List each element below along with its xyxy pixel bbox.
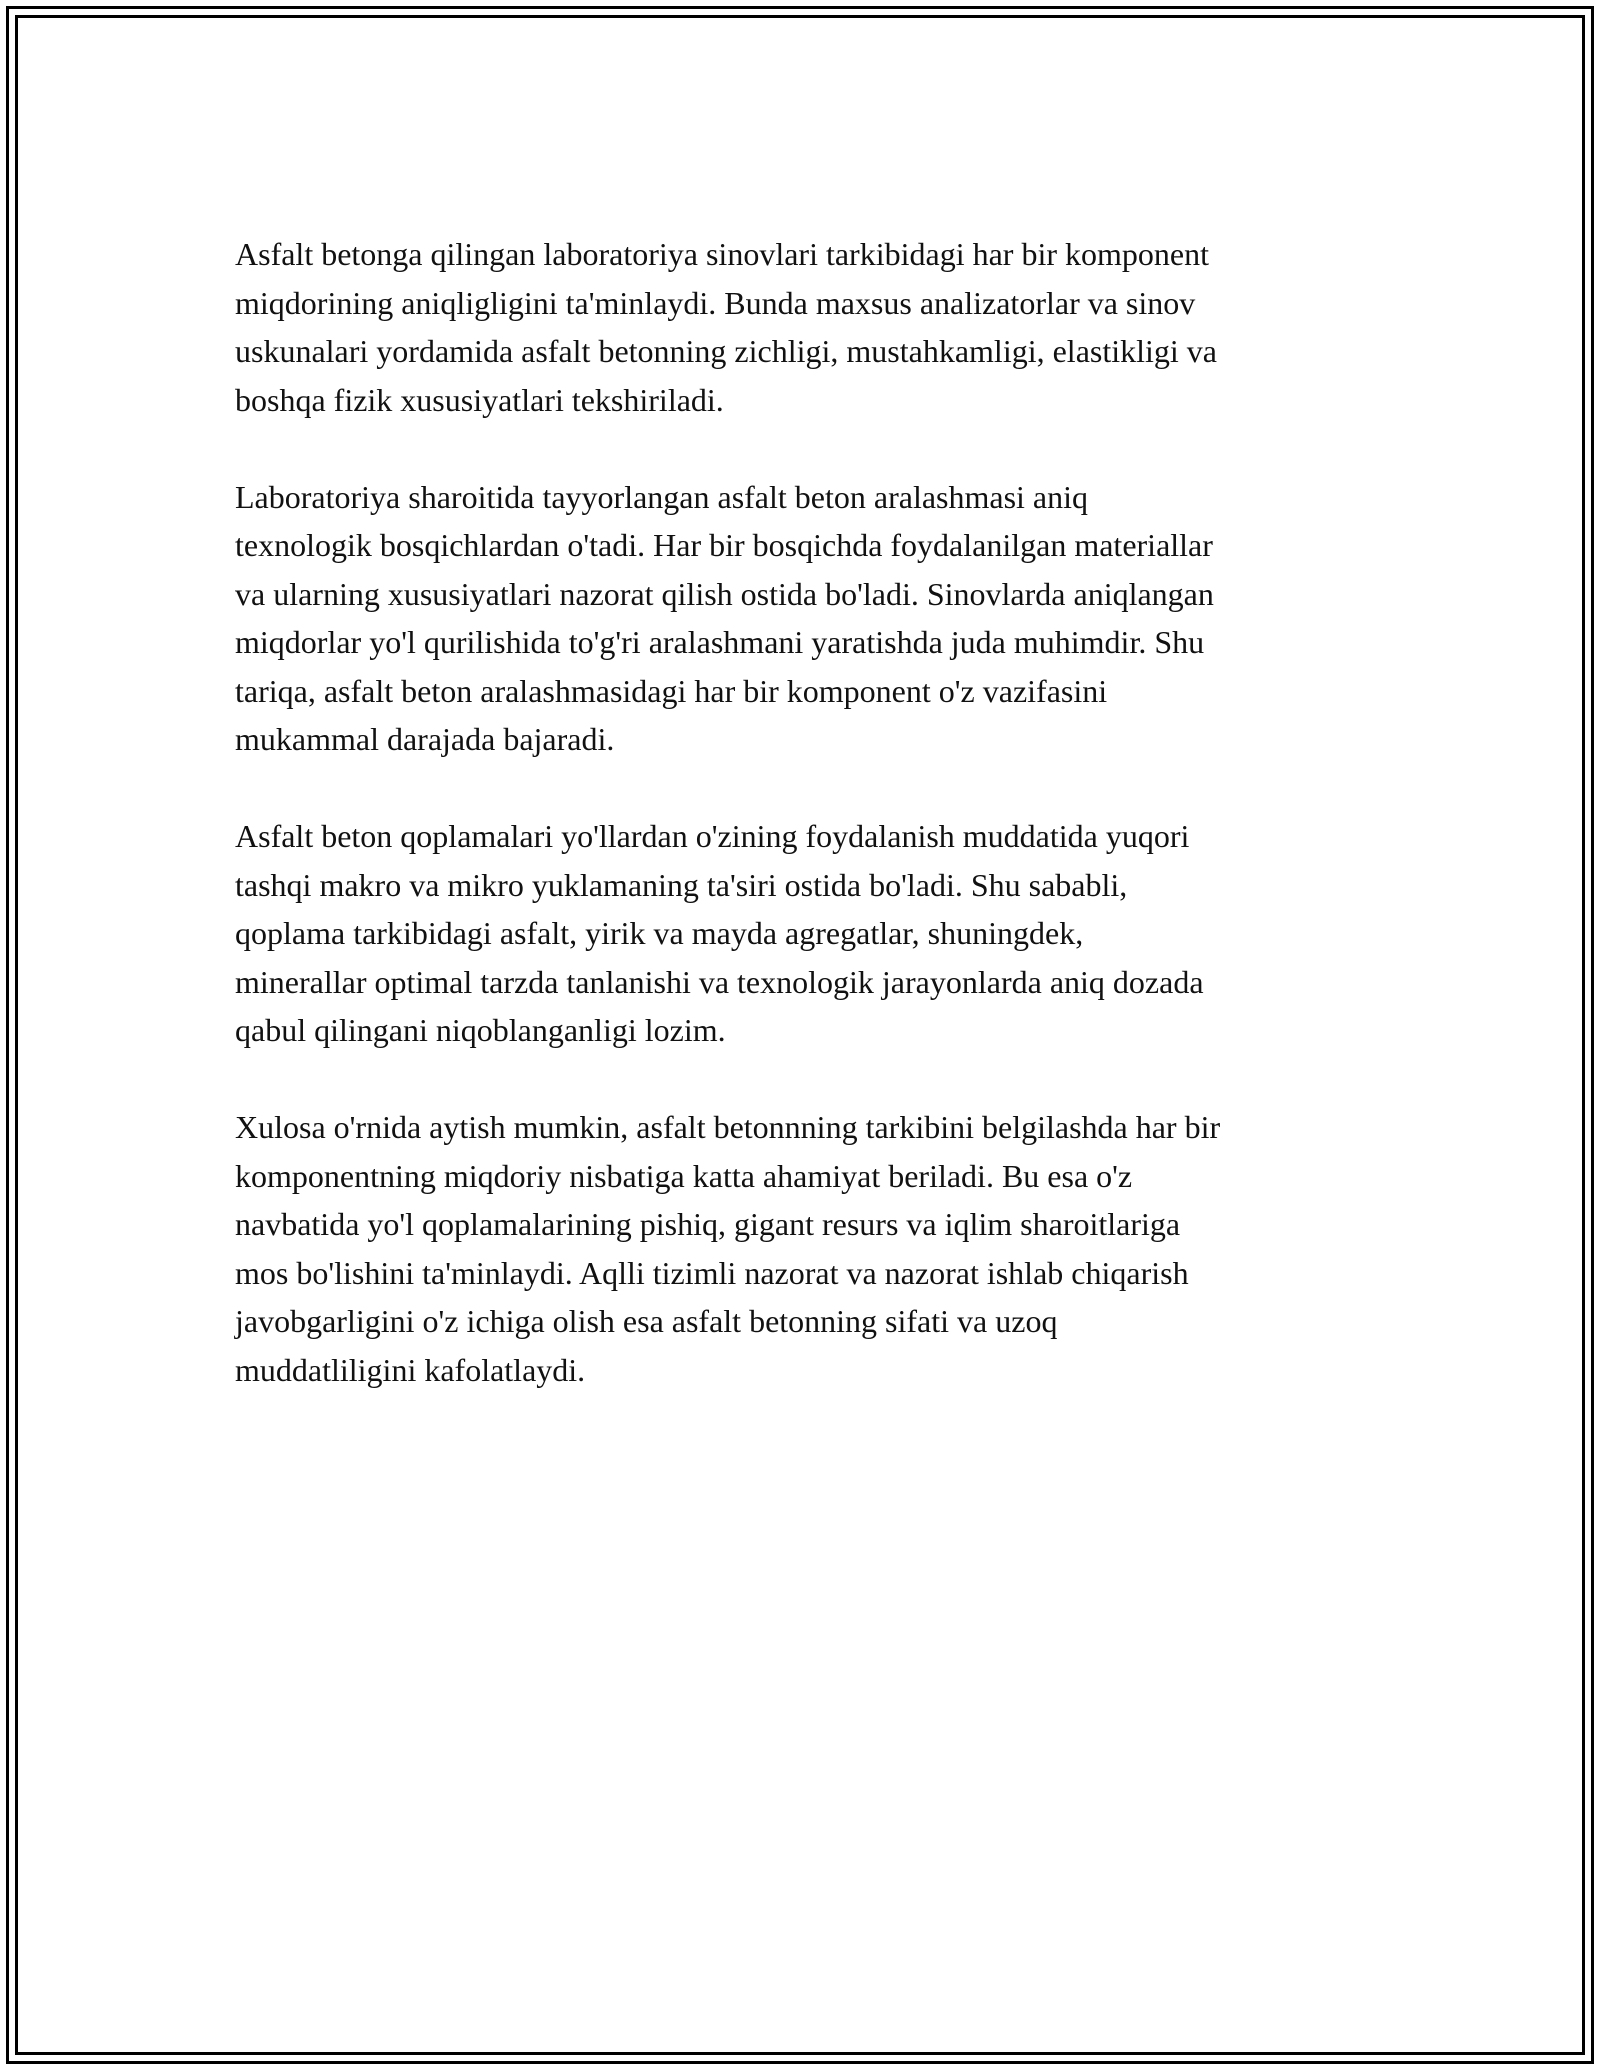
paragraph-conclusion: Xulosa o'rnida aytish mumkin, asfalt betonnning tarkibini belgilashda har bir komponentning miqdoriy nisbatiga katta ahamiyat beriladi. Bu esa o'z navbatida yo'l qoplamalarining pishiq, gigant resurs va iqlim sharoitlariga mos bo'lishini ta'minlaydi. Aqlli tizimli nazorat va nazorat ishlab chiqarish javobgarligini o'z ichiga olish esa asfalt betonning sifati va uzoq muddatliligini kafolatlaydi. (235, 1109, 1221, 1388)
paragraph-laboratory-mixture: Laboratoriya sharoitida tayyorlangan asfalt beton aralashmasi aniq texnologik bosqichlardan o'tadi. Har bir bosqichda foydalanilgan materiallar va ularning xususiyatlari nazorat qilish ostida bo'ladi. Sinovlarda aniqlangan miqdorlar yo'l qurilishida to'g'ri aralashmani yaratishda juda muhimdir. Shu tariqa, asfalt beton aralashmasidagi har bir komponent o'z vazifasini mukammal darajada bajaradi. (235, 478, 1214, 757)
document-body (235, 230, 1385, 1443)
paragraph-laboratory-tests: Asfalt betonga qilingan laboratoriya sinovlari tarkibidagi har bir komponent miqdorining aniqligligini ta'minlaydi. Bunda maxsus analizatorlar va sinov uskunalari yordamida asfalt betonning zichligi, mustahkamligi, elastikligi va boshqa fizik xususiyatlari tekshiriladi. (235, 236, 1217, 418)
paragraph-asphalt-coatings: Asfalt beton qoplamalari yo'llardan o'zining foydalanish muddatida yuqori tashqi makro va mikro yuklamaning ta'siri ostida bo'ladi. Shu sababli, qoplama tarkibidagi asfalt, yirik va mayda agregatlar, shuningdek, minerallar optimal tarzda tanlanishi va texnologik jarayonlarda aniq dozada qabul qilingani niqoblanganligi lozim. (235, 818, 1204, 1048)
